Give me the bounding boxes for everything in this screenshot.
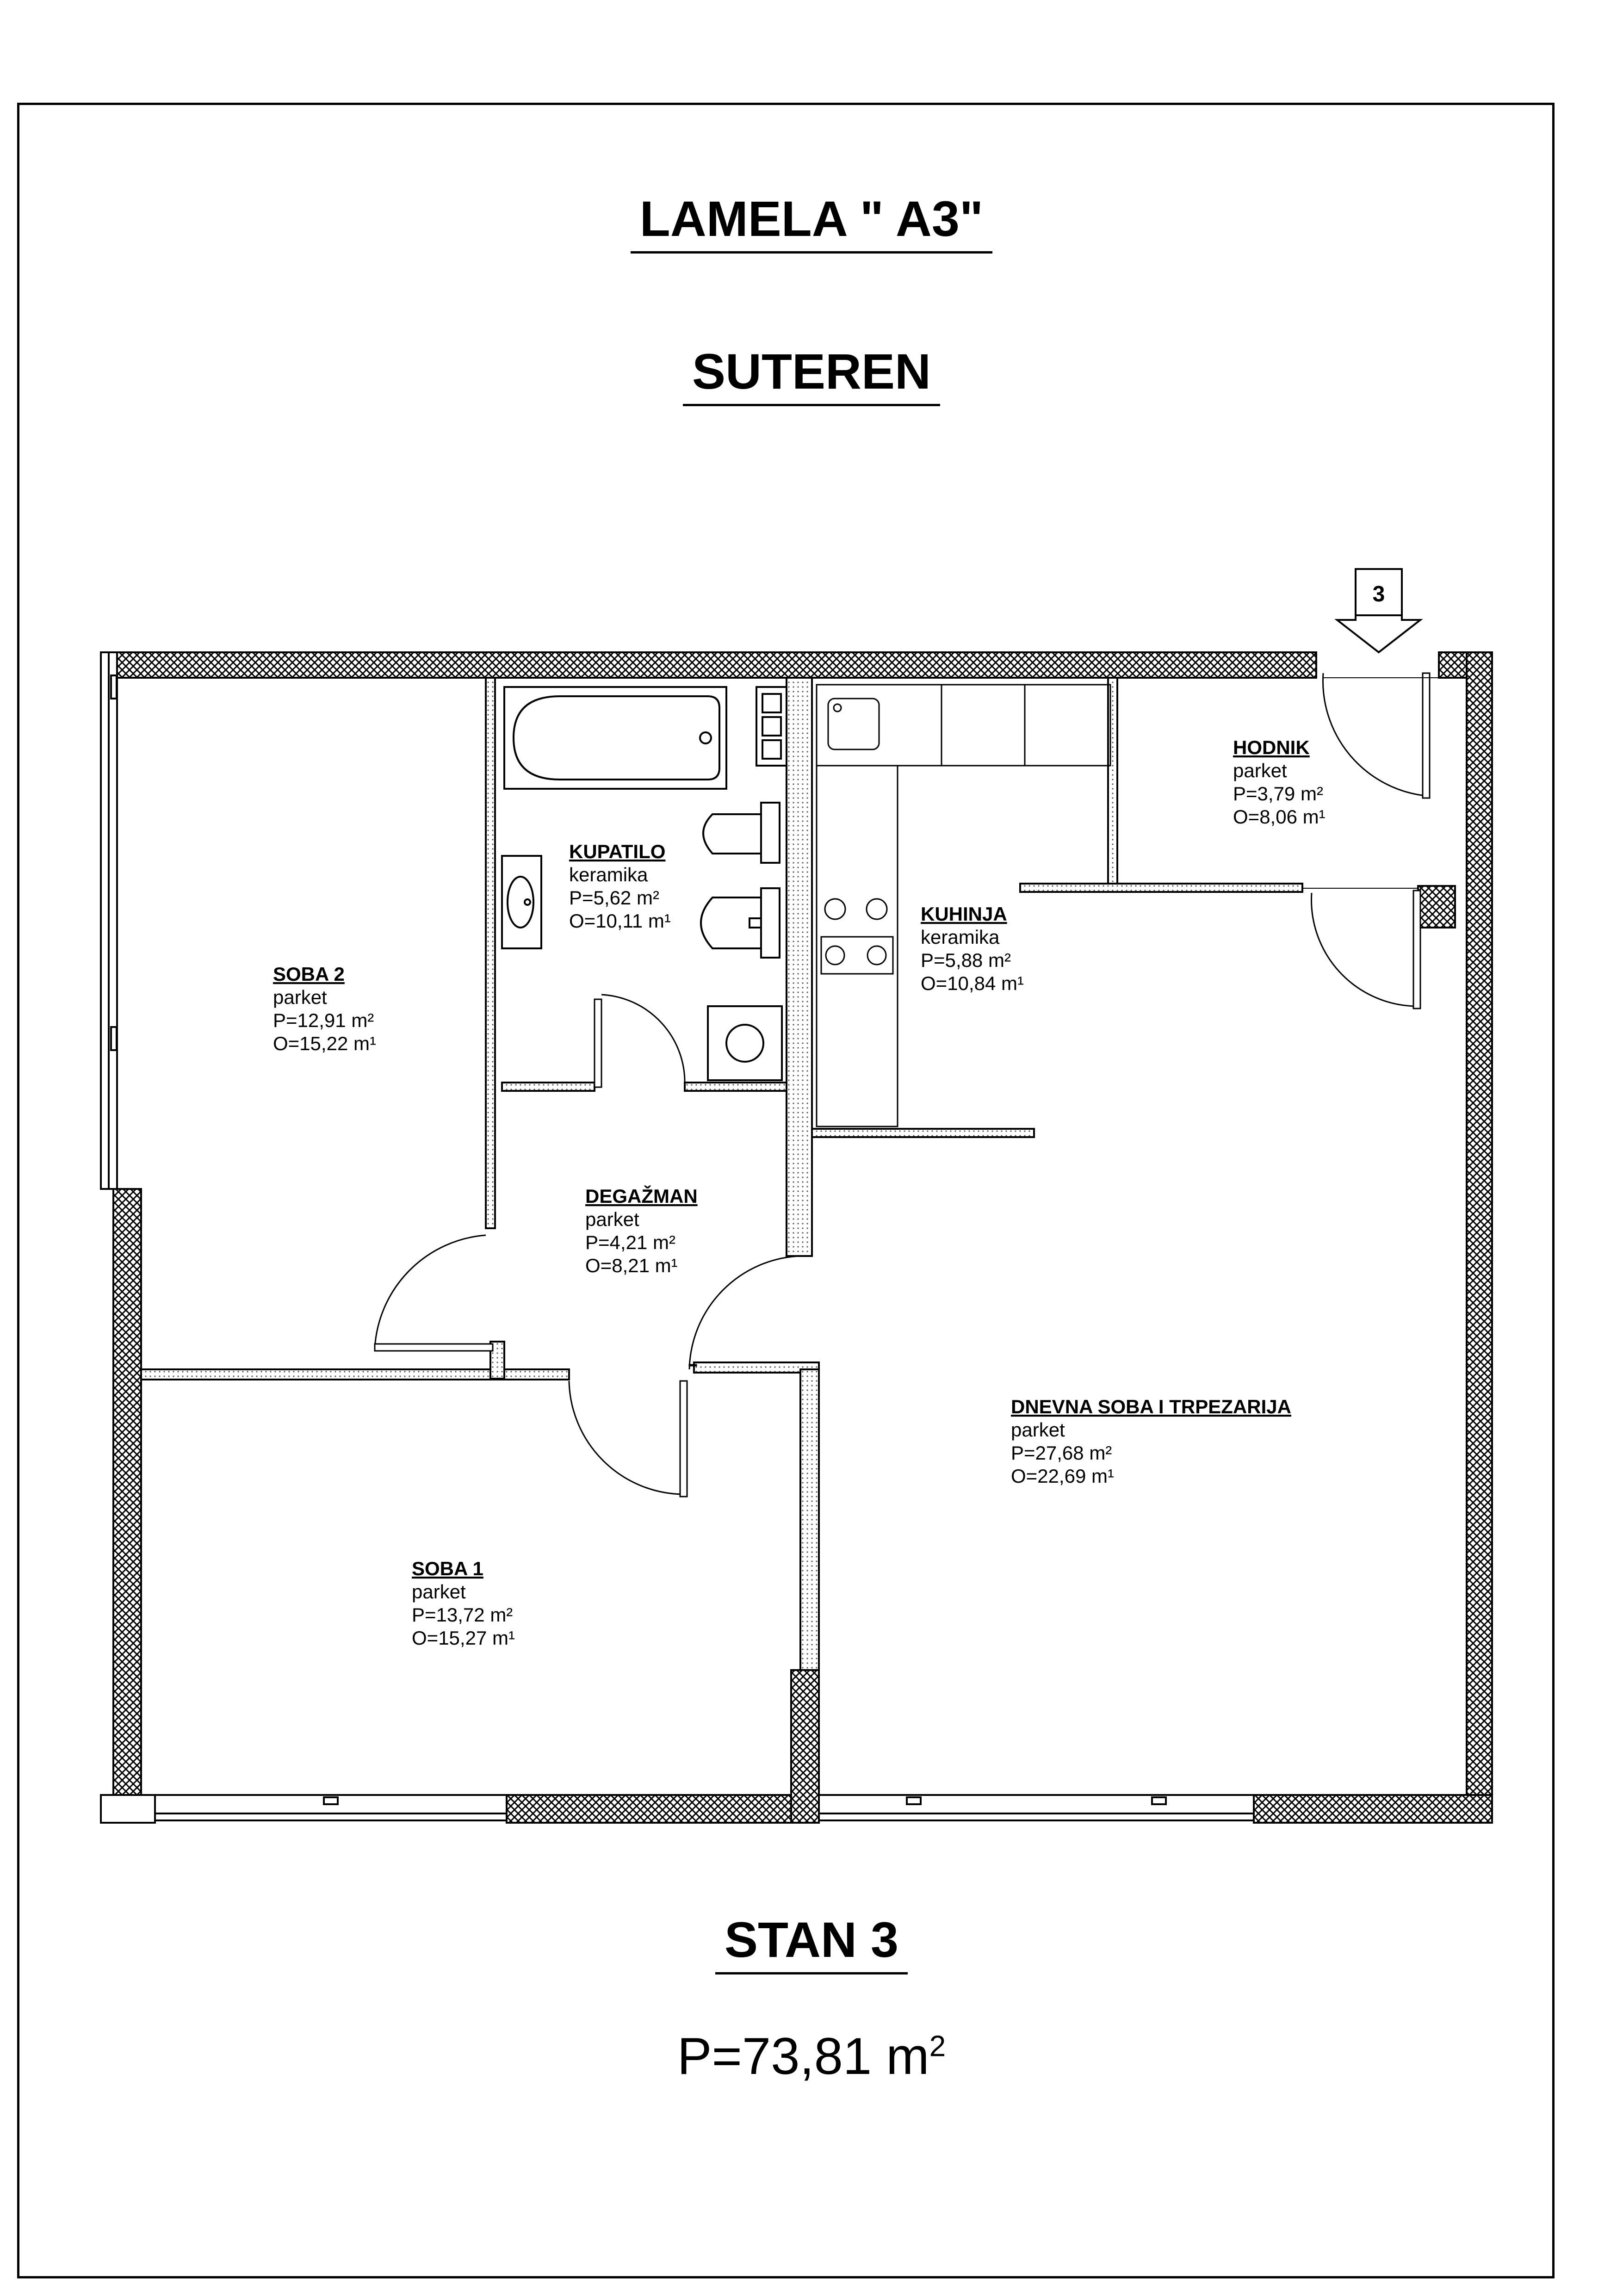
door-room1 — [569, 1381, 687, 1497]
toilet — [701, 888, 780, 958]
door-hallway — [1302, 888, 1420, 1009]
unit-title: STAN 3 — [0, 1911, 1623, 1974]
room-perimeter: O=8,21 m¹ — [585, 1255, 678, 1276]
unit-area-value: P=73,81 m — [677, 2027, 929, 2085]
door-room2 — [375, 1235, 493, 1351]
entrance-marker — [1337, 569, 1420, 652]
room-kupatilo — [569, 841, 671, 932]
room-perimeter: O=15,22 m¹ — [273, 1033, 376, 1054]
room-floor: parket — [585, 1208, 639, 1230]
door-bathroom — [595, 995, 685, 1087]
room-name: HODNIK — [1233, 736, 1310, 758]
bidet — [703, 803, 780, 863]
room-area: P=3,79 m² — [1233, 783, 1323, 805]
left-window — [101, 652, 117, 1189]
room-name: KUHINJA — [921, 903, 1007, 925]
room-hodnik — [1233, 736, 1326, 828]
room-kuhinja — [921, 903, 1024, 994]
room-name: KUPATILO — [569, 841, 666, 862]
unit-area — [0, 2026, 1623, 2090]
room-floor: keramika — [921, 926, 1000, 948]
washbasin — [502, 856, 541, 948]
floor-title: SUTEREN — [0, 342, 1623, 406]
room-name: DNEVNA SOBA I TRPEZARIJA — [1011, 1396, 1291, 1417]
room-perimeter: O=10,84 m¹ — [921, 972, 1024, 994]
room-name: SOBA 2 — [273, 963, 345, 985]
room-perimeter: O=22,69 m¹ — [1011, 1465, 1114, 1487]
room-dnevna-soba — [1011, 1396, 1291, 1487]
room-area: P=13,72 m² — [412, 1604, 513, 1626]
room-area: P=5,62 m² — [569, 887, 659, 909]
room-perimeter: O=15,27 m¹ — [412, 1627, 515, 1649]
room-degazman — [585, 1185, 698, 1276]
room-floor: keramika — [569, 864, 648, 885]
room-area: P=5,88 m² — [921, 949, 1011, 971]
stove — [821, 899, 893, 974]
unit-area-exponent: 2 — [929, 2029, 946, 2063]
washing-machine — [708, 1006, 782, 1080]
entrance-number: 3 — [1372, 582, 1385, 606]
room-floor: parket — [1011, 1419, 1065, 1441]
bathroom-shelf — [756, 687, 787, 766]
room-area: P=12,91 m² — [273, 1009, 374, 1031]
room-area: P=27,68 m² — [1011, 1442, 1112, 1464]
room-name: DEGAŽMAN — [585, 1185, 698, 1207]
room-soba2 — [273, 963, 376, 1054]
room-floor: parket — [412, 1581, 466, 1603]
room-soba1 — [412, 1558, 515, 1649]
door-entrance — [1323, 673, 1439, 798]
room-perimeter: O=10,11 m¹ — [569, 910, 671, 932]
room-floor: parket — [1233, 760, 1287, 781]
interior-walls — [141, 678, 1302, 1670]
building-title: LAMELA " A3" — [0, 190, 1623, 254]
room-perimeter: O=8,06 m¹ — [1233, 806, 1326, 828]
bathtub — [504, 687, 726, 789]
room-area: P=4,21 m² — [585, 1232, 675, 1253]
kitchen-sink — [828, 699, 879, 749]
room-floor: parket — [273, 986, 327, 1008]
room-name: SOBA 1 — [412, 1558, 483, 1579]
door-living — [689, 1256, 800, 1369]
